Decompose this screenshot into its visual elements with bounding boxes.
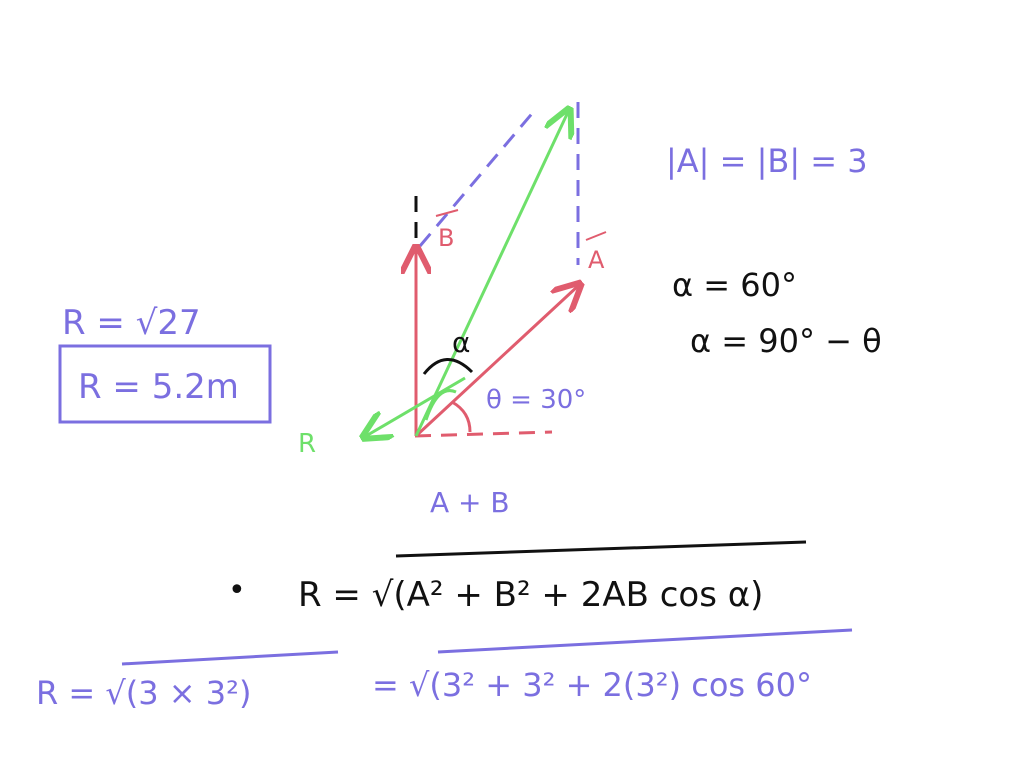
r-left-vinculum bbox=[122, 652, 338, 664]
vector-a-overarrow bbox=[586, 232, 606, 240]
vector-b-label: B bbox=[438, 224, 455, 252]
formulas bbox=[36, 542, 852, 712]
vector-labels bbox=[298, 210, 606, 519]
r-right-vinculum bbox=[438, 630, 852, 652]
resultant-label: R bbox=[298, 429, 317, 459]
theta-arc bbox=[452, 402, 470, 432]
alpha-symbol-label: α bbox=[452, 326, 471, 359]
formula-bullet: • bbox=[228, 573, 246, 608]
magnitudes-note: |A| = |B| = 3 bbox=[666, 142, 868, 180]
alpha-relation-note: α = 90° − θ bbox=[690, 322, 882, 360]
dashed-horizontal-line bbox=[415, 432, 552, 436]
general-formula-vinculum bbox=[396, 542, 806, 556]
left-notes bbox=[60, 303, 270, 422]
r-right-formula: = √(3² + 3² + 2(3²) cos 60° bbox=[372, 666, 812, 704]
r-sqrt27-note: R = √27 bbox=[62, 303, 201, 343]
r-boxed-note: R = 5.2m bbox=[78, 367, 239, 407]
general-formula: R = √(A² + B² + 2AB cos α) bbox=[298, 575, 764, 615]
r-left-formula: R = √(3 × 3²) bbox=[36, 674, 252, 712]
alpha-value-note: α = 60° bbox=[672, 266, 797, 304]
sum-label: A + B bbox=[430, 486, 510, 519]
theta-label: θ = 30° bbox=[486, 385, 587, 415]
side-notes bbox=[666, 142, 882, 360]
beta-arc bbox=[426, 391, 456, 420]
vector-a-label: A bbox=[588, 246, 605, 274]
